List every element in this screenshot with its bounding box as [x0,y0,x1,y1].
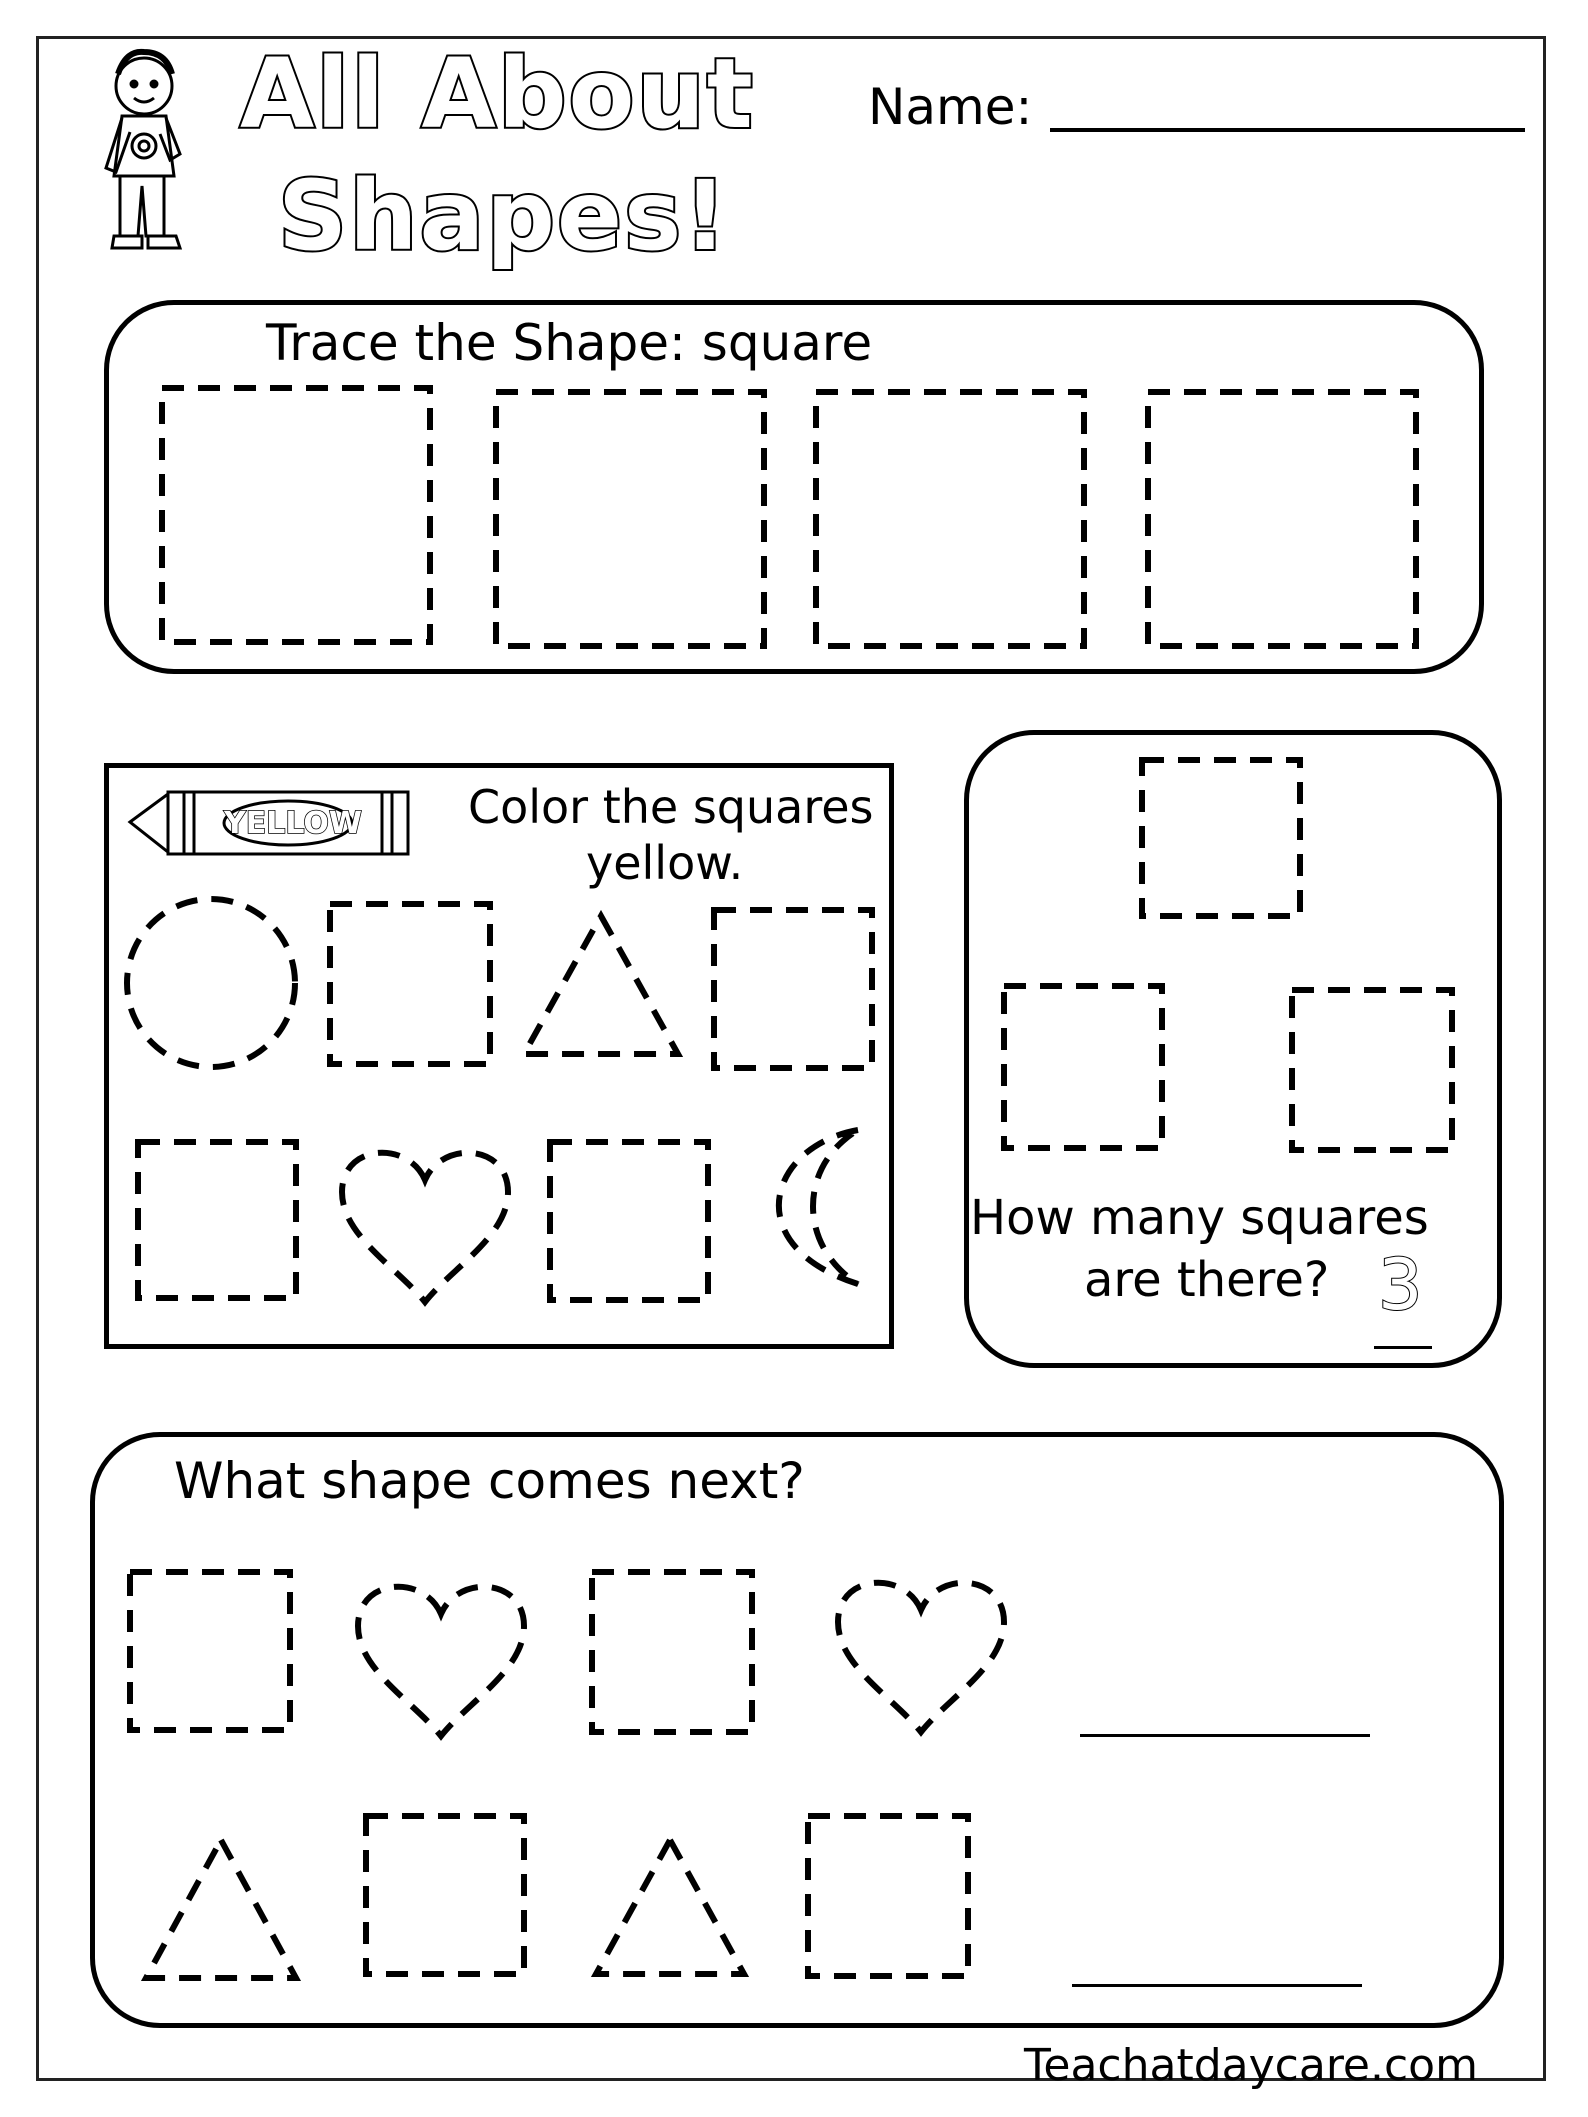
trace-square-2[interactable] [496,392,764,646]
pattern-label: What shape comes next? [174,1452,805,1510]
trace-square-3[interactable] [816,392,1084,646]
count-square-1 [1142,760,1300,916]
pattern-row2-triangle-2 [596,1840,744,1974]
pattern-section [90,1432,1504,2028]
count-square-3 [1292,990,1452,1150]
pattern-row1-square-2 [592,1572,752,1732]
crayon-label: YELLOW [224,806,362,841]
pattern-row2-triangle-1 [146,1840,296,1978]
color-triangle[interactable] [524,916,678,1054]
color-circle[interactable] [124,896,298,1070]
title-line-1: All About [240,38,755,150]
name-label: Name: [868,78,1033,136]
color-square-1[interactable] [330,904,490,1064]
pattern-row1-heart-2 [834,1570,1008,1734]
count-question-1: How many squares [970,1190,1429,1246]
pattern-row2-square-1 [366,1816,524,1974]
color-crescent[interactable] [748,1126,868,1288]
trace-square-1[interactable] [162,388,430,642]
pattern-answer-line-2[interactable] [1072,1984,1362,1987]
pattern-row1-square-1 [130,1572,290,1730]
color-square-2[interactable] [714,910,872,1068]
trace-label: Trace the Shape: square [266,314,873,372]
color-instruction-1: Color the squares [468,780,874,834]
color-square-4[interactable] [550,1142,708,1300]
count-question-2: are there? [1084,1252,1330,1308]
title-line-2: Shapes! [278,160,730,272]
name-line[interactable] [1050,128,1525,132]
color-square-3[interactable] [138,1142,296,1298]
color-instruction-2: yellow. [586,836,744,890]
pattern-answer-line-1[interactable] [1080,1734,1370,1737]
count-square-2 [1004,986,1162,1148]
pattern-row2-square-2 [808,1816,968,1976]
count-answer[interactable]: 3 [1378,1244,1423,1326]
pattern-row1-heart-1 [354,1574,528,1738]
count-answer-line [1374,1346,1432,1349]
color-heart[interactable] [338,1140,512,1304]
footer-site: Teachatdaycare.com [1024,2040,1478,2091]
trace-square-4[interactable] [1148,392,1416,646]
kid-illustration-icon [92,48,202,268]
